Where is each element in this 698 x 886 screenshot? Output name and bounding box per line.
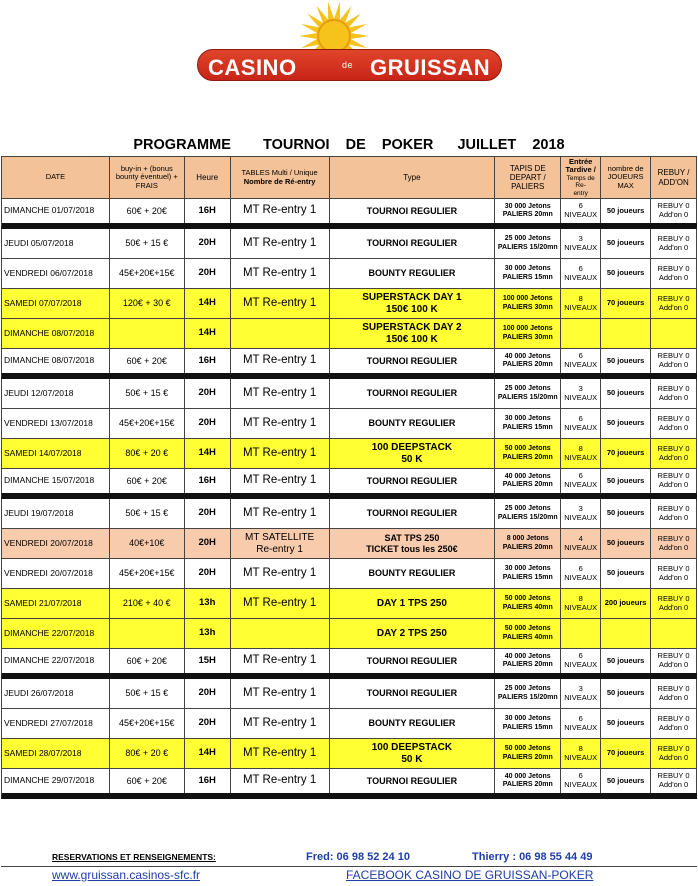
cell-rebuy: REBUY 0 Add'on 0 — [651, 529, 697, 558]
cell-date: VENDREDI 06/07/2018 — [2, 259, 110, 288]
table-row — [1, 499, 697, 529]
cell-rebuy: REBUY 0 Add'on 0 — [651, 469, 697, 493]
cell-rebuy — [651, 319, 697, 348]
cell-type: BOUNTY REGULIER — [330, 259, 496, 288]
table-row — [1, 709, 697, 739]
cell-buyin: 45€+20€+15€ — [110, 709, 185, 738]
cell-tapis: 30 000 Jetons PALIERS 15mn — [495, 559, 561, 588]
cell-buyin — [110, 619, 185, 648]
cell-heure: 20H — [185, 499, 231, 528]
cell-entree: 3 NIVEAUX — [561, 229, 601, 258]
cell-tables: MT Re-entry 1 — [231, 739, 330, 768]
cell-type: TOURNOI REGULIER — [330, 349, 496, 373]
table-row — [1, 769, 697, 799]
cell-tables: MT Re-entry 1 — [231, 679, 330, 708]
cell-entree: 6 NIVEAUX — [561, 259, 601, 288]
sun-ray — [328, 2, 334, 21]
cell-tapis: 100 000 Jetons PALIERS 30mn — [495, 319, 561, 348]
cell-heure: 16H — [185, 199, 231, 223]
cell-type: TOURNOI REGULIER — [330, 679, 496, 708]
table-row — [1, 559, 697, 589]
cell-tapis: 25 000 Jetons PALIERS 15/20mn — [495, 679, 561, 708]
table-row — [1, 679, 697, 709]
cell-heure: 16H — [185, 769, 231, 793]
cell-type: BOUNTY REGULIER — [330, 409, 496, 438]
facebook-link[interactable]: FACEBOOK CASINO DE GRUISSAN-POKER — [346, 868, 594, 882]
cell-rebuy: REBUY 0 Add'on 0 — [651, 379, 697, 408]
cell-date: VENDREDI 20/07/2018 — [2, 529, 110, 558]
cell-rebuy: REBUY 0 Add'on 0 — [651, 769, 697, 793]
cell-entree — [561, 319, 601, 348]
cell-heure: 20H — [185, 709, 231, 738]
cell-heure: 16H — [185, 349, 231, 373]
cell-heure: 14H — [185, 739, 231, 768]
cell-type: TOURNOI REGULIER — [330, 469, 496, 493]
cell-type: SUPERSTACK DAY 1 150€ 100 K — [330, 289, 496, 318]
cell-tables: MT Re-entry 1 — [231, 349, 330, 373]
cell-date: DIMANCHE 01/07/2018 — [2, 199, 110, 223]
cell-date: JEUDI 19/07/2018 — [2, 499, 110, 528]
cell-nombre: 50 joueurs — [601, 229, 651, 258]
table-row — [1, 229, 697, 259]
cell-heure: 16H — [185, 469, 231, 493]
cell-heure: 20H — [185, 409, 231, 438]
table-row — [1, 379, 697, 409]
table-row — [1, 619, 697, 649]
cell-entree: 6 NIVEAUX — [561, 409, 601, 438]
sun-ray — [334, 2, 340, 21]
cell-tables: MT Re-entry 1 — [231, 589, 330, 618]
cell-tables: MT Re-entry 1 — [231, 259, 330, 288]
table-row — [1, 409, 697, 439]
cell-entree: 6 NIVEAUX — [561, 649, 601, 673]
cell-rebuy: REBUY 0 Add'on 0 — [651, 289, 697, 318]
cell-tapis: 50 000 Jetons PALIERS 20mn — [495, 739, 561, 768]
cell-nombre: 70 joueurs — [601, 739, 651, 768]
cell-type: 100 DEEPSTACK 50 K — [330, 439, 496, 468]
cell-entree: 3 NIVEAUX — [561, 379, 601, 408]
cell-tapis: 8 000 Jetons PALIERS 20mn — [495, 529, 561, 558]
cell-rebuy: REBUY 0 Add'on 0 — [651, 499, 697, 528]
cell-type: TOURNOI REGULIER — [330, 379, 496, 408]
cell-rebuy: REBUY 0 Add'on 0 — [651, 559, 697, 588]
cell-entree: 6 NIVEAUX — [561, 559, 601, 588]
cell-buyin: 80€ + 20 € — [110, 439, 185, 468]
cell-nombre: 50 joueurs — [601, 469, 651, 493]
cell-nombre: 50 joueurs — [601, 499, 651, 528]
cell-tapis: 40 000 Jetons PALIERS 20mn — [495, 469, 561, 493]
cell-rebuy: REBUY 0 Add'on 0 — [651, 409, 697, 438]
table-row — [1, 259, 697, 289]
header-buyin: buy-in + (bonus bounty éventuel) + FRAIS — [110, 157, 185, 198]
cell-nombre: 50 joueurs — [601, 649, 651, 673]
cell-rebuy: REBUY 0 Add'on 0 — [651, 259, 697, 288]
cell-tapis: 30 000 Jetons PALIERS 20mn — [495, 199, 561, 223]
cell-tapis: 40 000 Jetons PALIERS 20mn — [495, 649, 561, 673]
thierry-phone: Thierry : 06 98 55 44 49 — [472, 851, 593, 863]
cell-buyin — [110, 319, 185, 348]
table-row — [1, 529, 697, 559]
cell-type: TOURNOI REGULIER — [330, 499, 496, 528]
cell-heure: 20H — [185, 529, 231, 558]
cell-heure: 20H — [185, 559, 231, 588]
cell-nombre: 50 joueurs — [601, 349, 651, 373]
cell-buyin: 60€ + 20€ — [110, 769, 185, 793]
cell-heure: 14H — [185, 319, 231, 348]
table-row — [1, 649, 697, 679]
cell-date: DIMANCHE 22/07/2018 — [2, 649, 110, 673]
table-row — [1, 739, 697, 769]
cell-tables: MT Re-entry 1 — [231, 469, 330, 493]
cell-entree: 6 NIVEAUX — [561, 469, 601, 493]
cell-nombre — [601, 319, 651, 348]
cell-entree: 6 NIVEAUX — [561, 709, 601, 738]
cell-date: DIMANCHE 08/07/2018 — [2, 349, 110, 373]
table-body — [1, 199, 697, 799]
footer-links — [0, 868, 698, 884]
cell-type: TOURNOI REGULIER — [330, 199, 496, 223]
cell-rebuy: REBUY 0 Add'on 0 — [651, 439, 697, 468]
sun-ray — [299, 33, 317, 39]
page-title: PROGRAMME TOURNOI DE POKER JUILLET 2018 — [133, 137, 565, 153]
cell-entree: 4 NIVEAUX — [561, 529, 601, 558]
table-row — [1, 289, 697, 319]
website-link[interactable]: www.gruissan.casinos-sfc.fr — [52, 868, 201, 882]
cell-nombre: 50 joueurs — [601, 679, 651, 708]
cell-tables — [231, 319, 330, 348]
sun-ray — [301, 24, 319, 33]
sun-ray — [351, 33, 369, 39]
sun-ray — [349, 39, 367, 48]
cell-heure: 13h — [185, 589, 231, 618]
cell-type: TOURNOI REGULIER — [330, 769, 496, 793]
cell-rebuy: REBUY 0 Add'on 0 — [651, 229, 697, 258]
cell-tapis: 40 000 Jetons PALIERS 20mn — [495, 769, 561, 793]
cell-buyin: 45€+20€+15€ — [110, 559, 185, 588]
cell-type: DAY 2 TPS 250 — [330, 619, 496, 648]
cell-tables: MT SATELLITE Re-entry 1 — [231, 529, 330, 558]
footer-divider — [1, 866, 697, 867]
cell-type: 100 DEEPSTACK 50 K — [330, 739, 496, 768]
cell-heure: 20H — [185, 259, 231, 288]
cell-date: SAMEDI 21/07/2018 — [2, 589, 110, 618]
cell-buyin: 210€ + 40 € — [110, 589, 185, 618]
cell-buyin: 60€ + 20€ — [110, 199, 185, 223]
cell-buyin: 60€ + 20€ — [110, 649, 185, 673]
cell-date: SAMEDI 14/07/2018 — [2, 439, 110, 468]
cell-date: JEUDI 12/07/2018 — [2, 379, 110, 408]
cell-date: VENDREDI 13/07/2018 — [2, 409, 110, 438]
cell-tables: MT Re-entry 1 — [231, 649, 330, 673]
cell-tables: MT Re-entry 1 — [231, 499, 330, 528]
logo-word-casino: CASINO — [208, 55, 297, 80]
cell-heure: 15H — [185, 649, 231, 673]
cell-nombre: 70 joueurs — [601, 289, 651, 318]
cell-type: SAT TPS 250 TICKET tous les 250€ — [330, 529, 496, 558]
table-header — [1, 156, 697, 199]
table-row — [1, 589, 697, 619]
cell-type: TOURNOI REGULIER — [330, 229, 496, 258]
footer-contacts — [0, 852, 698, 866]
cell-entree: 6 NIVEAUX — [561, 349, 601, 373]
cell-type: SUPERSTACK DAY 2 150€ 100 K — [330, 319, 496, 348]
cell-buyin: 80€ + 20 € — [110, 739, 185, 768]
cell-tapis: 100 000 Jetons PALIERS 30mn — [495, 289, 561, 318]
table-row — [1, 439, 697, 469]
cell-tables: MT Re-entry 1 — [231, 559, 330, 588]
cell-nombre: 50 joueurs — [601, 409, 651, 438]
cell-nombre: 50 joueurs — [601, 559, 651, 588]
cell-date: VENDREDI 27/07/2018 — [2, 709, 110, 738]
cell-heure: 14H — [185, 439, 231, 468]
cell-tables: MT Re-entry 1 — [231, 409, 330, 438]
cell-tapis: 30 000 Jetons PALIERS 15mn — [495, 409, 561, 438]
cell-nombre: 70 joueurs — [601, 439, 651, 468]
cell-rebuy: REBUY 0 Add'on 0 — [651, 739, 697, 768]
cell-tapis: 50 000 Jetons PALIERS 40mn — [495, 619, 561, 648]
cell-nombre: 50 joueurs — [601, 709, 651, 738]
cell-buyin: 60€ + 20€ — [110, 349, 185, 373]
logo-word-gruissan: GRUISSAN — [370, 55, 491, 80]
cell-date: JEUDI 05/07/2018 — [2, 229, 110, 258]
cell-rebuy: REBUY 0 Add'on 0 — [651, 199, 697, 223]
cell-type: BOUNTY REGULIER — [330, 709, 496, 738]
cell-tables: MT Re-entry 1 — [231, 709, 330, 738]
cell-nombre: 50 joueurs — [601, 199, 651, 223]
tournament-table — [1, 156, 697, 799]
cell-tapis: 25 000 Jetons PALIERS 15/20mn — [495, 379, 561, 408]
cell-tapis: 30 000 Jetons PALIERS 15mn — [495, 709, 561, 738]
header-entree: Entrée Tardive / Temps de Re- entry — [561, 157, 601, 198]
header-tapis: TAPIS DE DEPART / PALIERS — [495, 157, 561, 198]
cell-nombre: 50 joueurs — [601, 769, 651, 793]
cell-rebuy: REBUY 0 Add'on 0 — [651, 679, 697, 708]
cell-tapis: 50 000 Jetons PALIERS 40mn — [495, 589, 561, 618]
cell-rebuy: REBUY 0 Add'on 0 — [651, 349, 697, 373]
cell-date: DIMANCHE 08/07/2018 — [2, 319, 110, 348]
cell-tapis: 25 000 Jetons PALIERS 15/20mn — [495, 229, 561, 258]
cell-type: BOUNTY REGULIER — [330, 559, 496, 588]
header-tables: TABLES Multi / Unique Nombre de Ré-entry — [231, 157, 330, 198]
cell-nombre: 50 joueurs — [601, 529, 651, 558]
cell-entree: 6 NIVEAUX — [561, 199, 601, 223]
cell-tapis: 25 000 Jetons PALIERS 15/20mn — [495, 499, 561, 528]
cell-entree: 8 NIVEAUX — [561, 589, 601, 618]
cell-heure: 20H — [185, 379, 231, 408]
cell-entree: 3 NIVEAUX — [561, 679, 601, 708]
cell-tables: MT Re-entry 1 — [231, 769, 330, 793]
cell-rebuy — [651, 619, 697, 648]
cell-buyin: 50€ + 15 € — [110, 229, 185, 258]
cell-date: DIMANCHE 22/07/2018 — [2, 619, 110, 648]
cell-tapis: 30 000 Jetons PALIERS 15mn — [495, 259, 561, 288]
cell-rebuy: REBUY 0 Add'on 0 — [651, 709, 697, 738]
cell-entree: 8 NIVEAUX — [561, 439, 601, 468]
header-heure: Heure — [185, 157, 231, 198]
table-row — [1, 469, 697, 499]
cell-buyin: 45€+20€+15€ — [110, 259, 185, 288]
cell-date: DIMANCHE 29/07/2018 — [2, 769, 110, 793]
header-type: Type — [330, 157, 496, 198]
cell-type: DAY 1 TPS 250 — [330, 589, 496, 618]
cell-entree: 3 NIVEAUX — [561, 499, 601, 528]
cell-type: TOURNOI REGULIER — [330, 649, 496, 673]
cell-date: DIMANCHE 15/07/2018 — [2, 469, 110, 493]
cell-entree: 8 NIVEAUX — [561, 739, 601, 768]
cell-tables: MT Re-entry 1 — [231, 439, 330, 468]
cell-date: JEUDI 26/07/2018 — [2, 679, 110, 708]
cell-tapis: 40 000 Jetons PALIERS 20mn — [495, 349, 561, 373]
logo-word-de: de — [342, 60, 354, 70]
logo-banner — [197, 49, 502, 81]
cell-rebuy: REBUY 0 Add'on 0 — [651, 589, 697, 618]
cell-nombre: 50 joueurs — [601, 259, 651, 288]
cell-tapis: 50 000 Jetons PALIERS 20mn — [495, 439, 561, 468]
table-row — [1, 349, 697, 379]
cell-tables: MT Re-entry 1 — [231, 289, 330, 318]
cell-nombre — [601, 619, 651, 648]
cell-tables: MT Re-entry 1 — [231, 379, 330, 408]
cell-heure: 20H — [185, 679, 231, 708]
cell-rebuy: REBUY 0 Add'on 0 — [651, 649, 697, 673]
cell-tables: MT Re-entry 1 — [231, 199, 330, 223]
cell-tables — [231, 619, 330, 648]
table-row — [1, 319, 697, 349]
table-row — [1, 199, 697, 229]
sun-ray — [301, 39, 319, 48]
cell-nombre: 50 joueurs — [601, 379, 651, 408]
cell-nombre: 200 joueurs — [601, 589, 651, 618]
cell-tables: MT Re-entry 1 — [231, 229, 330, 258]
cell-entree — [561, 619, 601, 648]
cell-buyin: 40€+10€ — [110, 529, 185, 558]
header-date: DATE — [2, 157, 110, 198]
cell-buyin: 50€ + 15 € — [110, 679, 185, 708]
cell-buyin: 60€ + 20€ — [110, 469, 185, 493]
cell-buyin: 120€ + 30 € — [110, 289, 185, 318]
reservations-label: RESERVATIONS ET RENSEIGNEMENTS: — [52, 852, 216, 862]
cell-date: SAMEDI 28/07/2018 — [2, 739, 110, 768]
cell-heure: 20H — [185, 229, 231, 258]
cell-buyin: 45€+20€+15€ — [110, 409, 185, 438]
cell-buyin: 50€ + 15 € — [110, 499, 185, 528]
cell-entree: 6 NIVEAUX — [561, 769, 601, 793]
cell-heure: 13h — [185, 619, 231, 648]
cell-buyin: 50€ + 15 € — [110, 379, 185, 408]
header-nombre: nombre de JOUEURS MAX — [601, 157, 651, 198]
cell-date: VENDREDI 20/07/2018 — [2, 559, 110, 588]
cell-entree: 8 NIVEAUX — [561, 289, 601, 318]
cell-heure: 14H — [185, 289, 231, 318]
header-rebuy: REBUY / ADD'ON — [651, 157, 697, 198]
sun-ray — [349, 24, 367, 33]
cell-date: SAMEDI 07/07/2018 — [2, 289, 110, 318]
fred-phone: Fred: 06 98 52 24 10 — [306, 851, 410, 863]
